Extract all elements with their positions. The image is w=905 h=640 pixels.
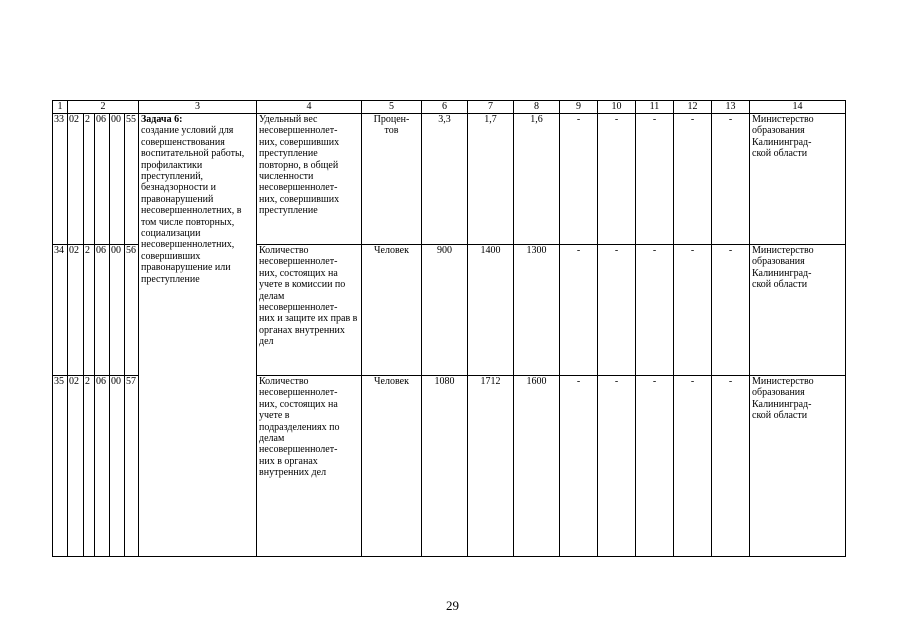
- code-part: 06: [95, 376, 110, 557]
- indicator-name: Удельный вес несовершеннолет- них, совершивших преступление повторно, в общей численности несовершеннолет- них, совершивших преступление: [257, 114, 362, 245]
- value-col7: 1400: [468, 245, 514, 376]
- header-cell: 4: [257, 101, 362, 114]
- code-part: 56: [125, 245, 139, 376]
- unit: Человек: [362, 376, 422, 557]
- header-cell: 11: [636, 101, 674, 114]
- code-part: 2: [84, 114, 95, 245]
- task-text: создание условий для совершенствования воспитательной работы, профилактики преступлений, безнадзорности и правонарушений несовершеннолетних, в том числе повторных, социализации несовершеннолетних, совершивших правонарушение или преступление: [141, 125, 245, 285]
- value-col9: -: [560, 245, 598, 376]
- code-part: 02: [68, 376, 84, 557]
- code-part: 02: [68, 114, 84, 245]
- indicator-name: Количество несовершеннолет- них, состоящих на учете в комиссии по делам несовершеннолет- них и защите их прав в органах внутренних дел: [257, 245, 362, 376]
- value-col10: -: [598, 245, 636, 376]
- header-cell: 10: [598, 101, 636, 114]
- code-part: 02: [68, 245, 84, 376]
- header-cell: 2: [68, 101, 139, 114]
- task-title: Задача 6:: [141, 114, 183, 125]
- value-col10: -: [598, 114, 636, 245]
- unit: Человек: [362, 245, 422, 376]
- header-cell: 5: [362, 101, 422, 114]
- value-col8: 1300: [514, 245, 560, 376]
- value-col11: -: [636, 114, 674, 245]
- row-number: 34: [53, 245, 68, 376]
- value-col11: -: [636, 245, 674, 376]
- row-number: 33: [53, 114, 68, 245]
- value-col6: 1080: [422, 376, 468, 557]
- value-col6: 3,3: [422, 114, 468, 245]
- code-part: 2: [84, 376, 95, 557]
- value-col6: 900: [422, 245, 468, 376]
- code-part: 2: [84, 245, 95, 376]
- code-part: 06: [95, 245, 110, 376]
- code-part: 00: [110, 114, 125, 245]
- value-col8: 1,6: [514, 114, 560, 245]
- value-col11: -: [636, 376, 674, 557]
- header-cell: 6: [422, 101, 468, 114]
- task-cell: [139, 114, 257, 557]
- value-col9: -: [560, 114, 598, 245]
- value-col12: -: [674, 376, 712, 557]
- unit: Процен- тов: [362, 114, 422, 245]
- responsible: Министерство образования Калининград- ской области: [750, 376, 846, 557]
- responsible: Министерство образования Калининград- ской области: [750, 114, 846, 245]
- header-cell: 7: [468, 101, 514, 114]
- value-col12: -: [674, 245, 712, 376]
- code-part: 00: [110, 245, 125, 376]
- code-part: 57: [125, 376, 139, 557]
- value-col7: 1712: [468, 376, 514, 557]
- header-cell: 1: [53, 101, 68, 114]
- responsible: Министерство образования Калининград- ской области: [750, 245, 846, 376]
- value-col13: -: [712, 376, 750, 557]
- code-part: 00: [110, 376, 125, 557]
- value-col8: 1600: [514, 376, 560, 557]
- page-number: 29: [446, 598, 459, 613]
- row-number: 35: [53, 376, 68, 557]
- value-col7: 1,7: [468, 114, 514, 245]
- code-part: 06: [95, 114, 110, 245]
- header-cell: 9: [560, 101, 598, 114]
- header-cell: 14: [750, 101, 846, 114]
- table-row: [53, 114, 846, 245]
- value-col10: -: [598, 376, 636, 557]
- indicators-table: [52, 100, 846, 557]
- value-col13: -: [712, 114, 750, 245]
- value-col12: -: [674, 114, 712, 245]
- header-cell: 12: [674, 101, 712, 114]
- value-col9: -: [560, 376, 598, 557]
- header-cell: 8: [514, 101, 560, 114]
- value-col13: -: [712, 245, 750, 376]
- header-row: [53, 101, 846, 114]
- header-cell: 13: [712, 101, 750, 114]
- code-part: 55: [125, 114, 139, 245]
- indicator-name: Количество несовершеннолет- них, состоящих на учете в подразделениях по делам несовершеннолет- них в органах внутренних дел: [257, 376, 362, 557]
- header-cell: 3: [139, 101, 257, 114]
